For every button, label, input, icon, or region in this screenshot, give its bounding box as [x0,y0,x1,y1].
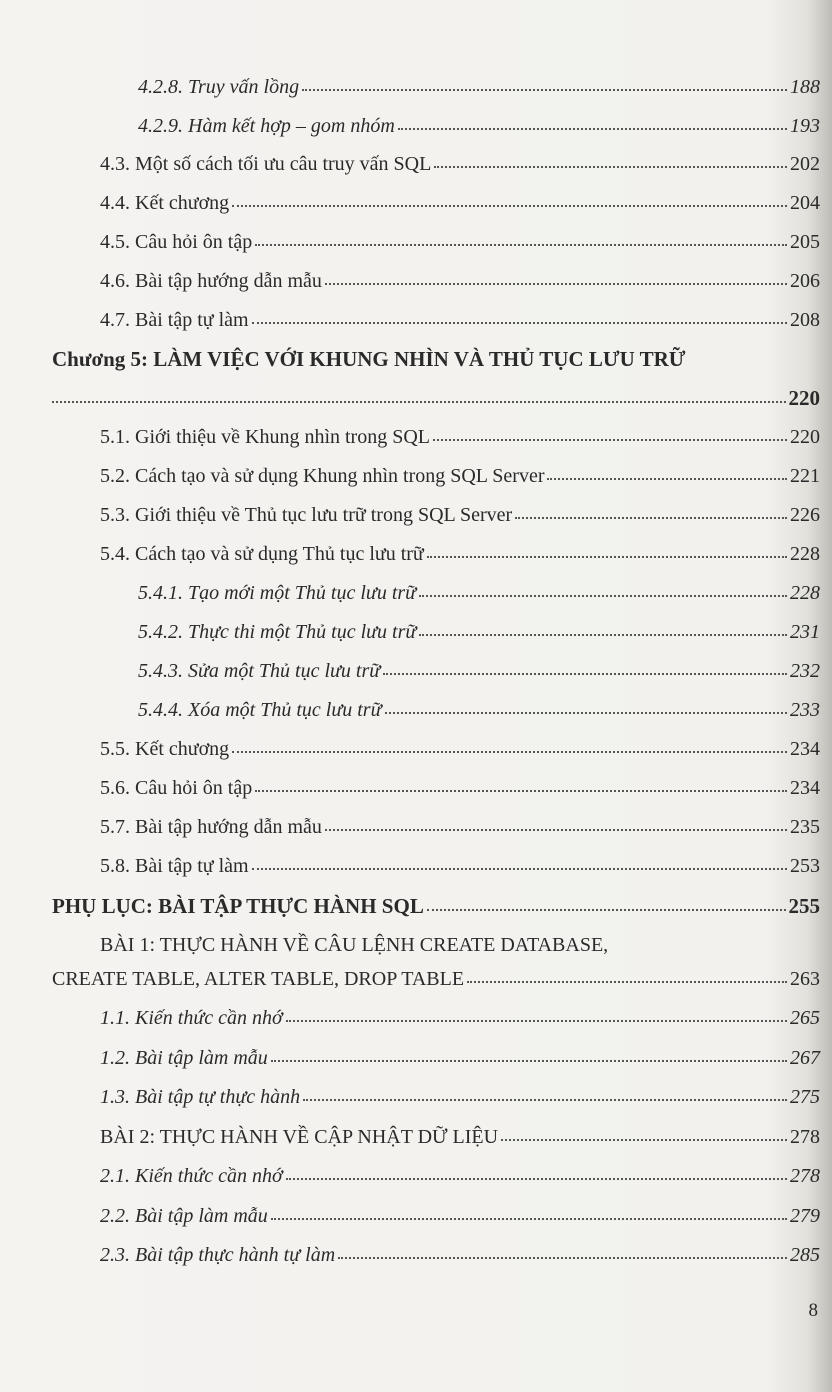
leader-dots [501,1139,787,1141]
leader-dots [338,1257,787,1259]
toc-entry-label: 1.3. Bài tập tự thực hành [100,1086,301,1108]
toc-entry-page: 233 [790,699,820,721]
toc-entry-page: 255 [788,894,820,918]
toc-entry-5-5 [100,736,820,762]
toc-entry-4-4 [100,190,820,216]
toc-entry-page: 220 [788,386,820,410]
toc-entry-page: 221 [790,465,820,487]
toc-entry-page: 234 [790,777,820,799]
toc-entry-4-2-9 [138,113,820,139]
toc-entry-page: 226 [790,504,820,526]
toc-entry-label: 5.4. Cách tạo và sử dụng Thủ tục lưu trữ [100,543,424,565]
toc-entry-label: 4.6. Bài tập hướng dẫn mẫu [100,270,322,292]
toc-entry-page: 202 [790,153,820,175]
leader-dots [252,322,787,324]
toc-entry-1-1 [100,1005,820,1031]
toc-entry-4-3 [100,151,820,177]
leader-dots [303,1099,787,1101]
toc-entry-4-7 [100,307,820,333]
toc-entry-label: 2.1. Kiến thức cần nhớ [100,1165,283,1187]
toc-entry-4-5 [100,229,820,255]
toc-entry-label: 5.4.4. Xóa một Thủ tục lưu trữ [138,699,382,721]
toc-entry-page: 278 [790,1165,820,1187]
toc-entry-label: 5.8. Bài tập tự làm [100,855,249,877]
leader-dots [433,439,787,441]
toc-entry-label: 4.2.8. Truy vấn lồng [138,76,300,98]
toc-entry-page: 253 [790,855,820,877]
toc-entry-5-1 [100,424,820,450]
toc-entry-label: 2.2. Bài tập làm mẫu [100,1205,268,1227]
toc-entry-label: 2.3. Bài tập thực hành tự làm [100,1244,336,1266]
toc-entry-4-6 [100,268,820,294]
toc-entry-page: 232 [790,660,820,682]
leader-dots [252,868,787,870]
toc-entry-label: 4.5. Câu hỏi ôn tập [100,231,253,253]
toc-entry-label: 5.6. Câu hỏi ôn tập [100,777,253,799]
leader-dots [232,205,787,207]
toc-entry-page: 234 [790,738,820,760]
leader-dots [255,244,787,246]
leader-dots [398,128,787,130]
toc-entry-page: 204 [790,192,820,214]
toc-entry-label: 5.3. Giới thiệu về Thủ tục lưu trữ trong SQL Server [100,504,513,526]
leader-dots [419,634,787,636]
toc-entry-page: 231 [790,621,820,643]
leader-dots [286,1020,787,1022]
toc-entry-label: 4.4. Kết chương [100,192,230,214]
toc-entry-page: 265 [790,1007,820,1029]
toc-entry-page: 205 [790,231,820,253]
toc-entry-5-2 [100,463,820,489]
leader-dots [325,283,787,285]
toc-bai1-line1: BÀI 1: THỰC HÀNH VỀ CÂU LỆNH CREATE DATABASE, [100,934,609,956]
toc-entry-page: 285 [790,1244,820,1266]
toc-entry-5-3 [100,502,820,528]
toc-entry-appendix [52,893,820,919]
toc-entry-label: 4.3. Một số cách tối ưu câu truy vấn SQL [100,153,432,175]
toc-entry-page: 193 [790,115,820,137]
toc-entry-1-2 [100,1045,820,1071]
toc-entry-label: PHỤ LỤC: BÀI TẬP THỰC HÀNH SQL [52,894,424,918]
leader-dots [302,89,787,91]
leader-dots [385,712,788,714]
toc-entry-2-2 [100,1203,820,1229]
toc-entry-page: 228 [790,582,820,604]
leader-dots [232,751,787,753]
toc-entry-bai2 [100,1124,820,1150]
toc-entry-page: 220 [790,426,820,448]
leader-dots [271,1060,787,1062]
toc-entry-5-4-4 [138,697,820,723]
toc-entry-1-3 [100,1084,820,1110]
leader-dots [255,790,787,792]
toc-entry-label: 1.2. Bài tập làm mẫu [100,1047,268,1069]
leader-dots [383,673,787,675]
toc-entry-page: 278 [790,1126,820,1148]
toc-entry-2-3 [100,1242,820,1268]
toc-entry-label: 5.5. Kết chương [100,738,230,760]
toc-entry-2-1 [100,1163,820,1189]
toc-entry-5-4 [100,541,820,567]
toc-entry-5-4-3 [138,658,820,684]
leader-dots [419,595,787,597]
leader-dots [52,401,786,403]
toc-entry-5-7 [100,814,820,840]
toc-entry-label: 5.4.2. Thực thi một Thủ tục lưu trữ [138,621,417,643]
toc-entry-5-6 [100,775,820,801]
toc-entry-label: 5.2. Cách tạo và sử dụng Khung nhìn trong SQL Server [100,465,545,487]
toc-entry-4-2-8 [138,74,820,100]
toc-entry-label: 4.7. Bài tập tự làm [100,309,249,331]
toc-entry-label: CREATE TABLE, ALTER TABLE, DROP TABLE [52,968,465,990]
toc-entry-label: 5.4.3. Sửa một Thủ tục lưu trữ [138,660,381,682]
toc-entry-5-8 [100,853,820,879]
toc-entry-page: 267 [790,1047,820,1069]
toc-entry-5-4-1 [138,580,820,606]
leader-dots [515,517,787,519]
leader-dots [427,556,787,558]
toc-entry-label: 4.2.9. Hàm kết hợp – gom nhóm [138,115,395,137]
toc-entry-label: 1.1. Kiến thức cần nhớ [100,1007,283,1029]
leader-dots [434,166,787,168]
toc-entry-page: 279 [790,1205,820,1227]
leader-dots [467,981,787,983]
leader-dots [286,1178,787,1180]
leader-dots [547,478,787,480]
page-number: 8 [808,1300,818,1321]
toc-entry-5-4-2 [138,619,820,645]
toc-entry-page: 206 [790,270,820,292]
leader-dots [271,1218,787,1220]
chapter-5-page-line [52,385,820,411]
toc-entry-page: 188 [790,76,820,98]
toc-entry-label: 5.4.1. Tạo mới một Thủ tục lưu trữ [138,582,417,604]
leader-dots [325,829,787,831]
chapter-5-title: Chương 5: LÀM VIỆC VỚI KHUNG NHÌN VÀ THỦ TỤC LƯU TRỮ [52,347,686,371]
toc-entry-page: 235 [790,816,820,838]
toc-entry-page: 275 [790,1086,820,1108]
leader-dots [427,909,786,911]
toc-entry-page: 208 [790,309,820,331]
toc-entry-page: 263 [790,968,820,990]
toc-entry-label: 5.7. Bài tập hướng dẫn mẫu [100,816,322,838]
toc-entry-label: 5.1. Giới thiệu về Khung nhìn trong SQL [100,426,430,448]
toc-entry-page: 228 [790,543,820,565]
toc-entry-bai1 [52,966,820,992]
toc-entry-label: BÀI 2: THỰC HÀNH VỀ CẬP NHẬT DỮ LIỆU [100,1126,499,1148]
